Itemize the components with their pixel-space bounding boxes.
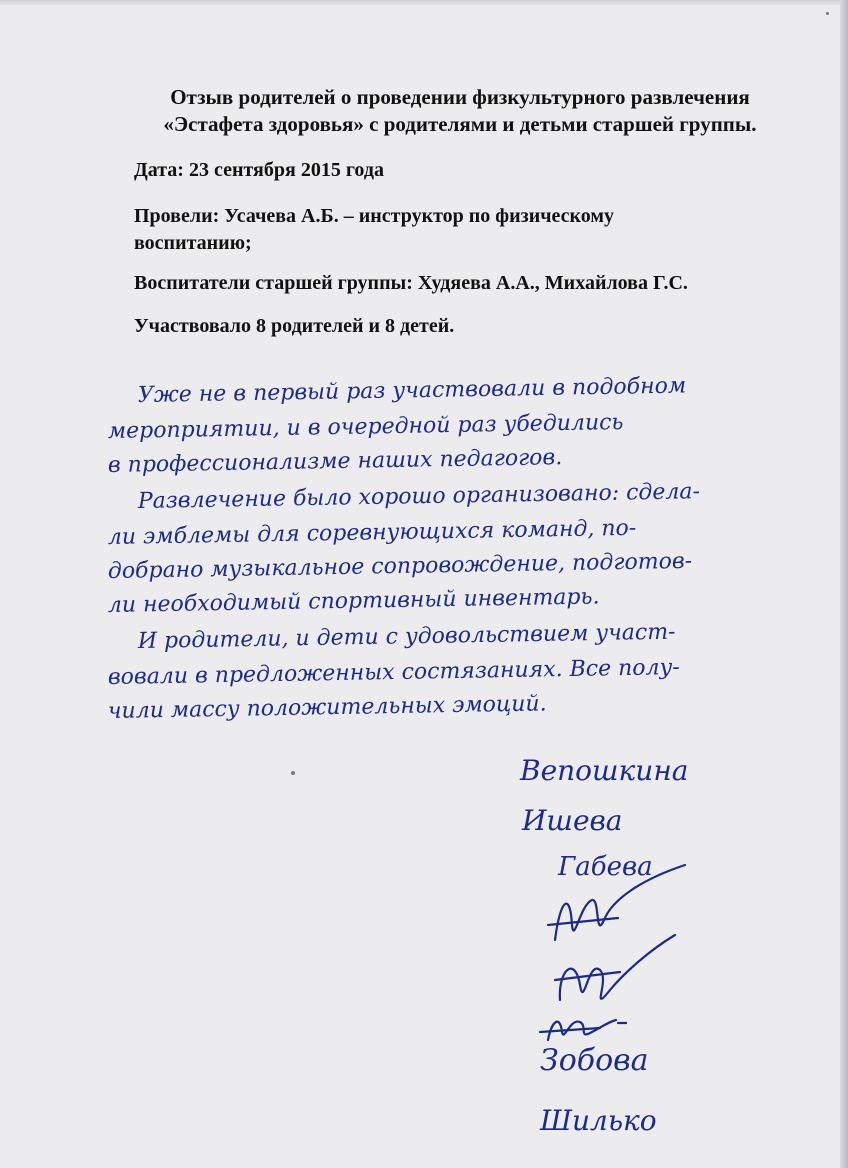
- review-line: ли эмблемы для соревнующихся команд, по-: [107, 515, 637, 550]
- signature: Габева: [558, 852, 653, 882]
- review-line: ли необходимый спортивный инвентарь.: [107, 584, 600, 618]
- signature: Зобова: [540, 1043, 649, 1078]
- review-line: добрано музыкальное сопровождение, подготов-: [107, 548, 693, 584]
- signature: Ишева: [522, 804, 623, 837]
- review-line: Уже не в первый раз участвовали в подобном: [137, 373, 687, 408]
- signature-scribble: [560, 935, 675, 1000]
- signature: Шилько: [540, 1104, 657, 1137]
- handwritten-review: [100, 372, 840, 752]
- teachers: Воспитатели старшей группы: Худяева А.А., Михайлова Г.С.: [134, 272, 688, 294]
- review-line: мероприятии, и в очередной раз убедились: [107, 410, 624, 444]
- signature: Вепошкина: [520, 754, 689, 787]
- document-title: [110, 84, 810, 138]
- review-line: Развлечение было хорошо организовано: сдела-: [137, 479, 701, 514]
- scan-edge-right: [840, 0, 848, 1168]
- scan-edge-top: [0, 0, 848, 6]
- title-line-2: «Эстафета здоровья» с родителями и детьми старшей группы.: [163, 112, 757, 136]
- participants: Участвовало 8 родителей и 8 детей.: [134, 315, 455, 337]
- review-line: чили массу положительных эмоций.: [107, 691, 547, 724]
- scan-speck: [826, 12, 829, 15]
- review-line: И родители, и дети с удовольствием участ-: [137, 619, 676, 654]
- conducted-by-line-2: воспитанию;: [134, 232, 252, 254]
- parent-signatures: [500, 740, 730, 1150]
- title-line-1: Отзыв родителей о проведении физкультурного развлечения: [170, 85, 750, 109]
- review-line: в профессионализме наших педагогов.: [107, 445, 563, 478]
- scan-speck: [291, 771, 295, 775]
- conducted-by: [134, 203, 614, 257]
- conducted-by-line-1: Провели: Усачева А.Б. – инструктор по физическому: [134, 205, 615, 227]
- event-date: Дата: 23 сентября 2015 года: [134, 159, 384, 181]
- review-line: вовали в предложенных состязаниях. Все полу-: [107, 655, 680, 690]
